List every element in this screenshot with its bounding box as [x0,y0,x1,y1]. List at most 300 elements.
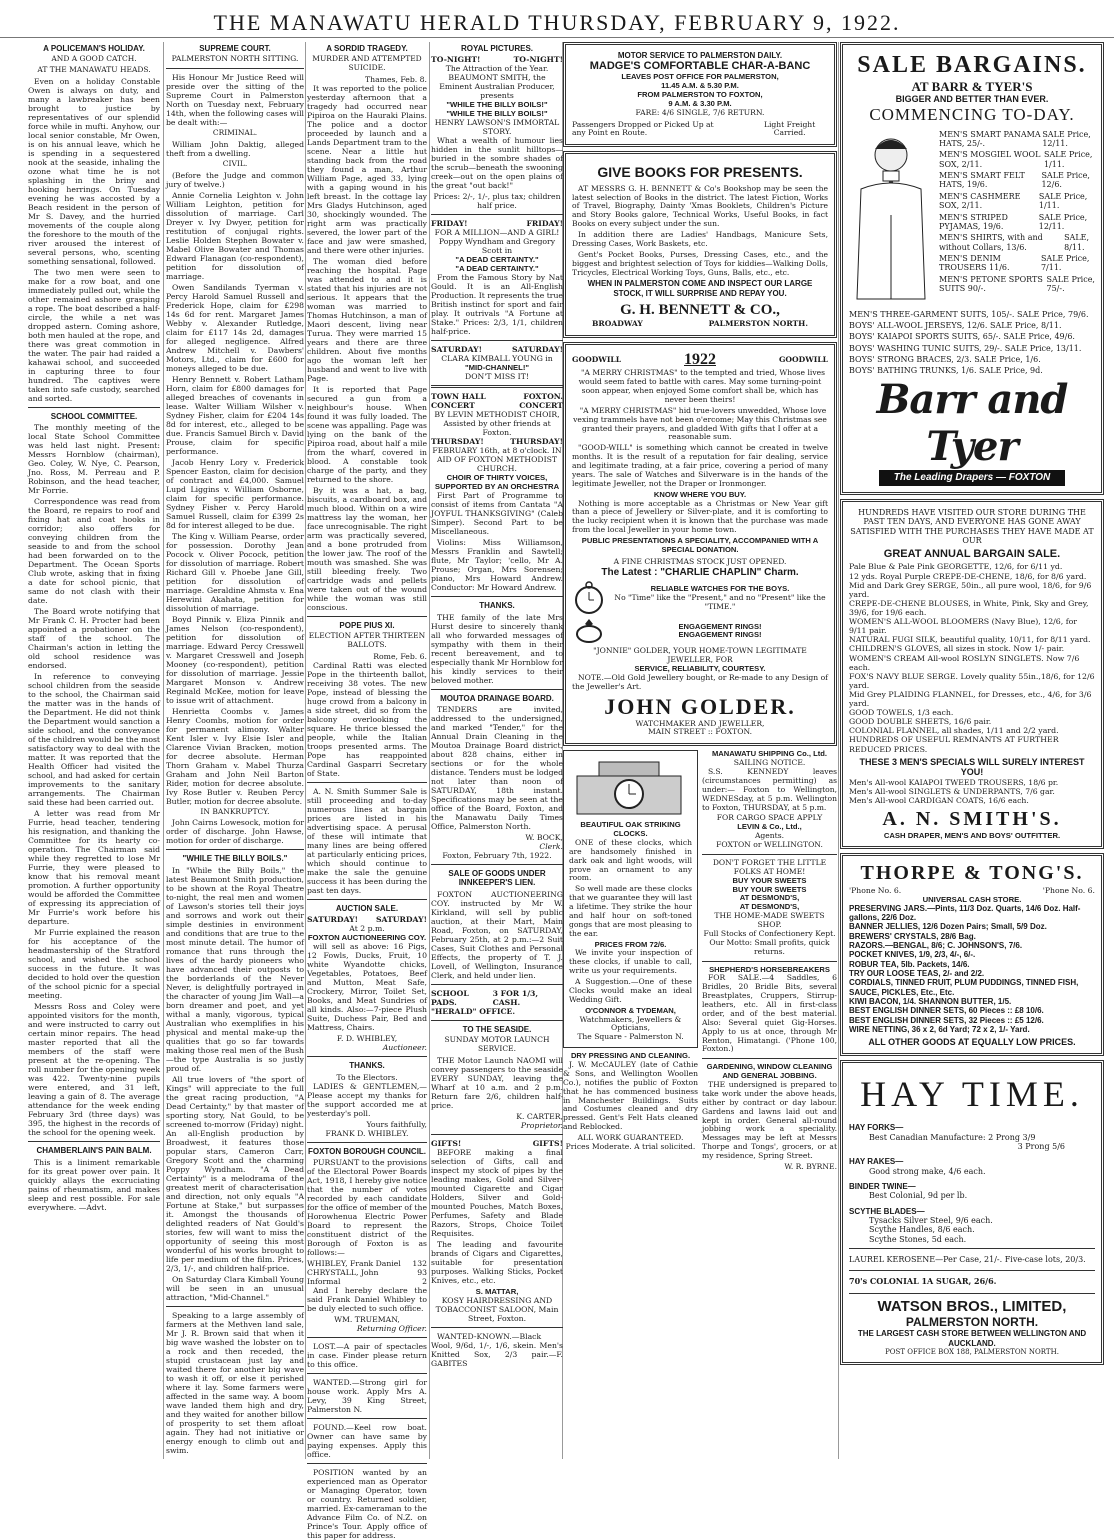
film-title: "WHILE THE BILLY BOILS!" [446,109,548,119]
ad-text: GIFTS! [431,1138,462,1148]
poem: "A MERRY CHRISTMAS" hid true-lovers unwedded, Whose love vexing trammels have not been o'ercome; May this Christmas see granted their prayers, and gladded With gifts that I offer at a reasonable sum. [573,405,827,442]
dateline: Rome, Feb. 6. [373,651,427,661]
barr-tyer-logo: Barr and Tyer [876,375,1068,470]
ad-text: FROM PALMERSTON TO FOXTON, [637,89,763,99]
ad-text: Scythe Stones, 5d each. [869,1234,967,1244]
ad-headline: SALE OF GOODS UNDER INNKEEPER'S LIEN. [448,869,546,888]
paragraph: First Part of Programme to consist of items from Cantata "A JOYFUL THANKSGIVING" (Caleb Simper). Second Part to be Miscellaneous. [431,491,563,537]
ad-text: 11.45 A.M. & 5.30 P.M. [661,81,739,91]
film-title: "WHILE THE BILLY BOILS!" [446,100,548,110]
ad-text: CLARA KIMBALL YOUNG in [441,354,553,364]
ad-headline: AT DESMOND'S, [739,902,800,912]
sale-item: MEN'S STRIPED PYJAMAS, 19/6. SALE Price, 12/11. [939,212,1088,231]
paragraph: The monthly meeting of the local State School Committee was held last night. Present: Messrs Hornblow (chairman), Geo. Coley, W. Nye, C. Pearson, Jno. Ross, M. Perreau and P. Robinson, and the head teacher, Mr Forrie. [28,423,160,496]
ad-text: Light Freight Carried. [763,119,816,138]
article-headline: A POLICEMAN'S HOLIDAY. [43,44,145,53]
watson-bros-ad [840,1060,1104,1365]
candidate: WHIBLEY, Frank Daniel [307,1258,401,1268]
sale-item: BOYS' BATHING TRUNKS, 1/6. SALE Price, 9d. [849,366,1043,376]
sale-line: GOOD TOWELS, 1/3 each. [849,708,954,718]
ad-row [431,392,563,401]
man-in-shirt-illustration [849,129,933,309]
ad-text: No "Time" like the "Present," and no "Present" like the "TIME." [614,592,826,611]
column-6 [840,42,1104,1459]
ad-row [431,345,563,354]
paragraph: Messrs Ross and Coley were appointed visitors for the month, and were instructed to carry out certain minor repairs. The head master reported that all the members of the staff were present at the re-opening. The roll number for the opening week was 422. Twenty-nine pupils were entered, and 31 left, leaving a gain of 8. The average attendance for the week ending February 3rd (three days) was 395, the highest in the records of the school for the opening week. [28,1002,160,1138]
film-title: "MID-CHANNEL!" [464,363,530,373]
dateline: Thames, Feb. 8. [365,74,427,84]
ad-text: Prices: 2/-, 1/-, plus tax; children half price. [433,192,561,211]
grocery-line: WIRE NETTING, 36 x 2, 6d Yard; 72 x 2, 1/- Yard. [849,1025,1030,1035]
ad-subhead: SCYTHE BLADES— [849,1206,925,1216]
ad-text: Best Canadian Manufacture: 2 Prong 3/9 [869,1132,1036,1142]
ad-row [431,437,563,446]
ad-headline: AT BARR & TYER'S [911,79,1033,95]
sale-item: MEN'S DENIM TROUSERS 11/6. SALE Price, 7/11. [939,253,1090,273]
ad-headline: SUPPORTED BY AN ORCHESTRA [434,482,560,492]
ad-text: 3 Prong 5/6 [1017,1141,1065,1151]
ad-text: RELIABLE WATCHES FOR THE BOYS. [650,584,790,594]
ad-text: LEVIN & Co., Ltd., [737,822,802,832]
sale-line: Men's All-wool CARDIGAN COATS, 16/6 each. [849,795,1029,805]
article-headline: "WHILE THE BILLY BOILS." [182,854,288,864]
paragraph: TENDERS are invited, addressed to the undersigned, and marked "Tender," for the Annual Drain Cleaning in the Moutoa Drainage Board district, about 828 chains, either in sections or for the whole distance. Tenders must be lodged not later than noon of SATURDAY, 18th instant. Specifications may be seen at the office of the Board, Foxton, and the Manawatu Daily Times Office, Palmerston North. [431,705,563,832]
paragraph: Owen Sandilands Tyerman v. Percy Harold Samuel Russell and Frederick Hope, claim for £298 14s 6d for rent. Margaret James Webby v. Alexander Rutledge, claim for £117 14s 2d, damages for alleged negligence. Alfred Andrew Mitchell v. Dawbers' Motors, Ltd., claim for £600 for moneys alleged to be due. [166,282,304,373]
sale-list [849,562,1095,753]
ad-text: THURSDAY! [431,437,484,447]
ad-text: FRIDAY! [431,219,468,229]
right-subcolumn [702,750,837,1172]
ad-text: ENGAGEMENT RINGS! [678,621,762,631]
column-4 [431,42,563,1459]
ad-text: FARE: 4/6 SINGLE, 7/6 RETURN. [635,107,765,117]
grocery-line: BANNER JELLIES, 12/6 Dozen Pairs; Small, 5/9 Doz. [849,922,1047,932]
ad-text: DON'T MISS IT! [465,372,529,382]
ad-headline: CHOIR OF THIRTY VOICES, [446,473,548,483]
column-1 [28,42,160,1459]
ad-headline: PALMERSTON NORTH. [905,1315,1039,1330]
paragraph: AT MESSRS G. H. BENNETT & Co's Bookshop may be seen the latest selection of Books in the district. The latest Fiction, Works of Travel, Biography, Dainty 'Xmas Booklets, Children's Picture and Story Books galore, Technical Works, Useful Books, in fact Books on every subject under the sun. [572,183,828,229]
paragraph: J. W. McCAULEY (late of Cathie & Sons, and Wellington Woollen Co.), notifies the public of Foxton that he has commenced business in Manchester Buildings. Suits and Costumes cleaned and dry pressed. Gent's Felt Hats cleaned and Reblocked. [563,1060,698,1132]
ad-headline: The Latest : "CHARLIE CHAPLIN" Charm. [601,566,799,578]
article-subhead: ELECTION AFTER THIRTEEN BALLOTS. [308,631,426,650]
paragraph: Henry Bennett v. Robert Latham Horn, claim for £800 damages for alleged breaches of covenants in lease. Walter William Wilsher v. Sydney Fisher, claim for £204 14s 8d for interest, etc., alleged to be due. Francis Samuel Birch v. David Prouse, claim for specific performance. [166,374,304,456]
ad-text: CONCERT [519,401,563,411]
section-label: CIVIL. [222,158,248,168]
grocery-line: BEST ENGLISH DINNER SETS, 60 Pieces :: £8 10/6. [849,1006,1044,1016]
paragraph: What a wealth of humour lies hidden in the sunlit hilltops—buried in the sombre shades of the scrub—beneath the swooning creek—out on the open plains of the great "out back!" [431,136,563,191]
ring-icon [572,618,606,644]
sale-line: CREPE-DE-CHENE BLOUSES, in White, Pink, Sky and Grey, 39/6, for 19/6 each. [849,598,1089,617]
paragraph: THE Motor Launch NAOMI will convey passengers to the seaside EVERY SUNDAY, leaving the Wharf at 10 a.m. and 2 p.m. Return fare 2/6, children half-price. [431,1055,563,1110]
paragraph: FOXTON AUCTIONEERING COY. instructed by Mr W. Kirkland, will sell by public auction, at their Mart, Main Road, Foxton, on SATURDAY, February 25th, at 2 p.m.:—2 Suit Cases, Suit Clothes and Personal Effects, the property of T. J. Lovell, of Wellington, Insurance Clerk, and held under lien. [431,889,563,980]
ad-text: 'Phone No. 6. [849,885,902,895]
sale-line: WOMEN'S ALL-WOOL BLOOMERS (Navy Blue), 12/6, for 9/11 pair. [849,617,1078,636]
paragraph: Boyd Pinnik v. Eliza Pinnik and James Nelson (co-respondent), petition for dissolution of marriage. Edward Percy Cresswell v. Margaret Cresswell and Joseph Mooney (co-respondent), petition for dissolution of marriage. Jessie Margaret Monson v. Andrew Reginald McKee, motion for leave to issue writ of attachment. [166,614,304,705]
ad-text: BROADWAY [592,318,643,328]
paragraph: The King v. William Pearse, order for possession. Dorothy Jean Pocock v. Oliver Pocock, petition for dissolution of marriage. Robert Richard Gill v. Phoebe Jane Gill, petition for dissolution of marriage. Geraldine Ahmsta v. Ena Herewini Akahata, petition for dissolution of marriage. [166,531,304,613]
ad-text: SATURDAY! [375,915,427,925]
signature: Yours faithfully, [366,1119,427,1129]
ad-headline: JOHN GOLDER. [604,693,796,719]
ad-text: 'Phone No. 6. [1042,885,1095,895]
paragraph: This is a liniment remarkable for its great power over pain. It quickly allays the excruciating pains of rheumatism, and makes sleep and rest possible. For sale everywhere. —Advt. [28,1157,160,1212]
ad-text: GIFTS! [532,1138,563,1148]
ad-text: SATURDAY! [307,915,359,925]
column-3 [307,42,427,1540]
ad-text: A FINE CHRISTMAS STOCK JUST OPENED. [613,556,787,566]
ad-text: FEBRUARY 16th, at 8 o'clock. IN AID OF FOXTON METHODIST CHURCH. [432,446,562,474]
paragraph: It is reported that Page secured a gun from a neighbour's house. When found it was fully loaded. The scene was appalling. Page was lying on the bank of the Pipiroa road, about half a mile from the wharf, covered in blood. A constable took charge of the party, and they returned to the shore. [307,384,427,484]
candidate: CHRYSTALL, John [307,1267,379,1277]
clocks-ad [563,750,698,1048]
section-label: IN BANKRUPTCY. [200,806,270,816]
signature: W. R. BYRNE. [784,1161,837,1171]
candidate: Informal [307,1276,341,1286]
grocery-line: BEST ENGLISH DINNER SETS, 32 Pieces :: £5 12/6. [849,1015,1044,1025]
ad-text: PRICES FROM 72/6. [594,939,667,949]
column-rule [305,42,306,1459]
paragraph: Correspondence was read from the Board, re repairs to roof and fixing hat and coat hooks in corridor; also offers for conveying children from the seaside to and from the school had been forwarded on to the Department. The Ocean Sports Club wrote, asking that in fixing a date for school picnic, that same do not clash with their date. [28,497,160,606]
ad-headline: FOXTON AUCTIONEERING COY. [307,933,427,943]
grocery-line: RAZORS.—BENGAL, 8/6; C. JOHNSON'S, 7/6. [849,940,1023,950]
vote-count: 93 [417,1267,427,1277]
ad-headline: O'CONNOR & TYDEMAN, [585,1005,676,1015]
ad-headline: BUY YOUR SWEETS [732,875,807,885]
paragraph: From the Famous Story by Nat Gould. It is an All-English Production. It represents the true British instinct for sport and fair play. It outrivals "A Fortune at Stake." Prices: 2/3, 1/1, children half-price. [431,273,563,337]
sale-line: FOX'S NAVY BLUE SERGE. Lovely quality 55in.,18/6, for 12/6 yard. [849,671,1095,690]
sale-line: HUNDREDS OF USEFUL REMNANTS AT FURTHER REDUCED PRICES. [849,735,1059,754]
ad-subhead: SUNDAY MOTOR LAUNCH SERVICE. [444,1035,550,1053]
article-subhead: MURDER AND ATTEMPTED SUICIDE. [312,54,422,73]
paragraph: THE undersigned is prepared to take work under the above heads, either by contract or day labour. Gardens and lawns laid out and kept in order. General all-round jobbing work a speciality. Messages may be left at Messrs Thorpe and Tongs', grocers, or at my residence, Spring Street. [702,1080,837,1160]
article-headline: CHAMBERLAIN'S PAIN BALM. [36,1146,152,1156]
clock-icon [569,756,689,818]
paragraph: The Board wrote notifying that Mr Frank C. H. Procter had been appointed a probationer on the staff of the school. The Chairman's action in letting the old school residence was endorsed. [28,607,160,671]
sale-line: NATURAL FUGI SILK, beautiful quality, 10/11, for 8/11 yard. [849,635,1091,645]
paragraph: Speaking to a large assembly of farmers at the Methven land sale, Mr J. R. Brown said that when it big wave washed the lobster on to a rock and then receded, the stupid crustacean just lay and waited there for another big wave to wash it off, or else it perished where it lay. Some farmers were affected in the same way. A boom wave landed them high and dry, and they waited for another billow of prosperity to set them afloat again. They had not initiative or energy enough to climb out and swim. [166,1310,304,1455]
ad-headline: MOUTOA DRAINAGE BOARD. [440,693,554,703]
paragraph: A Suggestion.—One of these Clocks would make an ideal Wedding Gift. [569,977,692,1004]
sale-item: MEN'S THREE-GARMENT SUITS, 105/-. SALE Price, 79/6. [849,309,1089,319]
ad-text: Good strong make, 4/6 each. [869,1166,986,1176]
ad-headline: COMMENCING TO-DAY. [869,104,1075,124]
classified: LOST.—A pair of spectacles in case. Finder please return to this office. [307,1341,427,1369]
ad-headline: DRY PRESSING AND CLEANING. [570,1051,691,1061]
ad-text: "JONNIE" GOLDER, YOUR HOME-TOWN LEGITIMATE JEWELLER, FOR [593,646,807,665]
ad-subhead: HAY FORKS— [849,1123,904,1133]
paragraph: His Honour Mr Justice Reed will preside over the sitting of the Supreme Court in Palmerston North on Tuesday next, February 14th, when the following cases will be dealt with:— [166,73,304,128]
paragraph: Cardinal Ratti was elected Pope in the thirteenth ballot, receiving 38 votes. The new Pope, instead of blessing the huge crowd from a balcony in a side street, did so from the balcony overlooking the square. He thrice blessed the people, while the Italian troops presented arms. The Pope has reappointed Cardinal Gasparri Secretary of State. [307,660,427,778]
ad-text: FOXTON. [523,392,563,402]
sale-line: Men's All-wool KAIAPOI TWEED TROUSERS, 18/6 pr. [849,777,1059,787]
signature: W. BOCK, [525,833,563,843]
ad-text: SAILING NOTICE. [733,758,806,768]
ad-headline: G. H. BENNETT & CO., [620,302,780,319]
column-rule [163,42,164,1459]
paragraph: NOTE.—Old Gold Jewellery bought, or Re-made to any Design of the Jeweller's Art. [572,673,828,691]
ad-text: Tysacks Silver Steel, 9/6 each. [869,1216,993,1226]
paragraph: ONE of these clocks, which are handsomely finished in dark oak and light woods, will prove an ornament to any room. [569,837,692,883]
sale-item: MEN'S CASHMERE SOX, 2/11. SALE Price, 1/11. [939,191,1088,211]
paragraph: Annie Cornelia Leighton v. John William Leighton, petition for dissolution of marriage. Carl Dreyer v. Ivy Dwyer, petition for restitution of conjugal rights. Leslie Holden Stephen Bowater v. Mabel Olive Bowater and Thomas Edward Flanagan (co-respondent), petition for dissolution of marriage. [166,190,304,281]
sale-item: BOYS' ALL-WOOL JERSEYS, 12/6. SALE Price, 8/11. [849,321,1062,331]
paragraph: All true lovers of "the sport of Kings" will appreciate to the full the great racing production, "A Dead Certainty," by that master of sporting story, Nat Gould, to be screened to-morrow (Friday) night. An all-English production by Broadwest, it features those popular stars, Cameron Carr, Gregory Scott and the charming Poppy Wyndham. "A Dead Certainty" is a melodrama of the greatest merit of characterisation and direction, not only equals "A Fortune at Stake," but surpasses it. Amongst the thousands of delighted readers of Nat Gould's stories, few will want to miss the opportunity of seeing this most wonderful of his works brought to life per medium of the film. Prices, 2/3, 1/-, and children half-price. [166,1074,304,1273]
ad-text: FRIDAY! [526,219,563,229]
ad-text: KNOW WHERE YOU BUY. [653,489,747,499]
ad-headline: SALE BARGAINS. [857,52,1087,78]
ad-headline: TO THE SEASIDE. [462,1024,532,1034]
ad-text: HENRY LAWSON'S IMMORTAL STORY. [434,118,560,137]
ad-headline: ROYAL PICTURES. [460,44,533,53]
section-label: CRIMINAL. [212,128,258,138]
grocery-line: POCKET KNIVES, 1/9, 2/3, 4/-, 6/-. [849,950,976,960]
paragraph: Jacob Henry Lory v. Frederick Spencer Easton, claim for decision of contract and £4,000. Samuel Lupd Liggins v. William Osborne, claim for specific performance. Sydney Fisher v. Percy Harold Samuel Russell, claim for £399 2s 8d for interest alleged to be due. [166,457,304,530]
paragraph: On Saturday Clara Kimball Young will be seen in an unusual attraction, "Mid-Channel." [166,1274,304,1302]
ad-text: CONCERT [431,401,475,411]
sale-line: WOMEN'S CREAM All-wool ROSLYN SINGLETS. Now 7/6 each. [849,653,1080,672]
ad-text: ENGAGEMENT RINGS! [678,630,762,640]
ad-text: BY LEVIN METHODIST CHOIR, Assisted by other friends at Foxton. [434,410,560,438]
vote-count: 2 [422,1276,427,1286]
ad-text: MAIN STREET :: FOXTON. [647,727,753,737]
ad-text: POST OFFICE BOX 188, PALMERSTON NORTH. [885,1348,1059,1357]
ad-headline: A. N. SMITH'S. [882,807,1062,830]
ad-headline: ALL OTHER GOODS AT EQUALLY LOW PRICES. [868,1036,1076,1047]
signature: F. D. WHIBLEY, [336,1034,398,1044]
ad-row [307,915,427,924]
ad-text: LEAVES POST OFFICE FOR PALMERSTON, [621,72,779,82]
ad-text: Our Motto: Small profits, quick returns. [709,937,830,956]
paragraph: William John Daktig, alleged theft from a dwelling. [166,139,304,158]
ad-headline: GIVE BOOKS FOR PRESENTS. [597,164,803,181]
paragraph: We invite your inspection of these clocks, if unable to call, write us your requirements. [569,948,692,976]
ad-text: SCHOOL PADS. [431,988,469,1007]
paragraph: Nothing is more acceptable as a Christmas or New Year gift than a piece of Jewellery or Silver-plate, and it is comforting to the lucky recipient when it is known that the purchase was made from the local Jeweller in your home town. [572,498,828,535]
signature-title: Auctioneer. [382,1043,427,1053]
vote-row [307,1277,427,1286]
masthead: THE MANAWATU HERALD THURSDAY, FEBRUARY 9, 1922. [0,0,1114,38]
ad-text: Best Colonial, 9d per lb. [869,1191,968,1201]
paragraph: And I hereby declare the said Frank Daniel Whibley to be duly elected to such office. [307,1285,427,1313]
grocery-line: TRY OUR LOOSE TEAS, 2/- and 2/2. [849,969,985,979]
ad-text: Agents. [754,831,785,841]
classified: WANTED.—Strong girl for house work. Apply Mrs A. Levy, 39 King Street, Palmerston N. [307,1377,427,1414]
ad-text: Prices Moderate. A trial solicited. [565,1141,696,1151]
ad-text: Scythe Handles, 8/6 each. [869,1225,975,1235]
paragraph: In "While the Billy Boils," the latest Beaumont Smith production, to be shown at the Royal Theatre to-night, the real men and women of Lawson's stories tell their joys and sorrows and work out their simple destinies in environment and conditions that are true to the most minute detail. The humor of romance that runs through the lives of the hardy pioneers who have advanced their outposts to the borderlands of the Never Never, is delightfully portrayed in the character of young Jim Wall—a born dreamer and poet, and yet withal a manly, vigorous, typical Australian who exemplifies in his physical and mental make-up the qualities that go so far towards making those real men of the Bush—the type Australia is so justly proud of. [166,865,304,1073]
books-ad [563,151,837,337]
paragraph: (Before the Judge and common jury of twelve.) [166,170,304,189]
sale-line: Pale Blue & Pale Pink GEORGETTE, 12/6, for 6/11 yd. [849,562,1063,572]
paragraph: The leading and favourite brands of Cigars and Cigarettes, suitable for presentation purposes. Walking Sticks, Pocket Knives, etc., etc. [431,1239,563,1285]
paragraph: Gent's Pocket Books, Purses, Dressing Cases, etc., and the biggest and brightest selection of Toys for kiddies—Walking Dolls, Tricycles, Electrical Working Toys, Guns, Balls, etc., etc. [572,249,828,277]
sale-item: MEN'S SMART PANAMA HATS, 25/-. SALE Price, 12/11. [939,129,1091,149]
ans-smith-ad [840,499,1104,849]
ad-subhead: BINDER TWINE— [849,1181,916,1191]
ad-text: At 2 p.m. [349,924,385,934]
ad-text: GOODWILL [572,354,622,364]
vote-count: 132 [412,1258,427,1268]
ad-headline: MADGE'S COMFORTABLE CHAR-A-BANC [589,60,811,73]
ad-headline: FOXTON BOROUGH COUNCIL. [307,1146,427,1156]
ad-text: SATURDAY! [511,345,563,355]
ad-headline: S. MATTAR, [475,1286,519,1296]
ad-headline: UNIVERSAL CASH STORE. [922,894,1022,904]
left-subcolumn [563,750,698,1172]
ad-row [431,401,563,410]
grocery-line: BREWERS' CRYSTALS, 28/6 Bag. [849,931,976,941]
barr-tyer-tagline: The Leading Drapers — FOXTON [879,470,1065,486]
ad-headline: BEAUTIFUL OAK STRIKING CLOCKS. [580,820,681,838]
ad-text: ALL WORK GUARANTEED. [577,1133,684,1142]
ad-headline: GARDENING, WINDOW CLEANING AND GENERAL JOBBING. [706,1062,833,1081]
ad-text: 70's COLONIAL 1A SUGAR, 26/6. [849,1276,997,1287]
barr-tyer-ad [840,42,1104,495]
ad-headline: THANKS. [349,1061,385,1071]
ad-text: 9 A.M. & 3.30 P.M. [668,98,732,108]
ad-text: FOR A MILLION—AND A GIRL! Poppy Wyndham and Gregory Scott in [434,228,560,256]
ad-text: THE HOME-MADE SWEETS SHOP. [714,911,825,929]
ad-text: WHEN IN PALMERSTON COME AND INSPECT OUR LARGE STOCK, IT WILL SURPRISE AND REPAY YOU. [587,279,813,298]
signature: WM. TRUEMAN, [334,1314,400,1324]
paragraph: Even on a holiday Constable Owen is always on duty, and many a lawbreaker has been brought to justice by representatives of our splendid force while in mufti. Anyhow, our local senior constable, Mr Owen, is on his annual leave, which he is spending in a sequestered nook at the seaside, inhaling the ozone what time he is not splashing in the briny and hooking herrings. On Tuesday evening he was accosted by a Beach resident in the person of Mr S. Davey, and the hurried movements of the couple along the foreshore to the mouth of the river aroused the interest of several persons, who, scenting something sensational, followed. [28,76,160,266]
paragraph: By it was a hat, a bag, biscuits, a cardboard box, and much blood. Within on a wire mattress lay the woman, her face unrecognisable. The right arm was practically severed, and a bone protruded from the lower jaw. The roof of the mouth was smashed. She was still bleeding freely. Two cartridge wads and pellets were taken out of the wound while the woman was still conscious. [307,485,427,612]
ad-headline: 1922 [684,350,716,368]
ad-row [431,55,563,64]
sale-line: Mid and Dark Grey SERGE, 50in., all pure wool, 18/6, for 9/6 yard. [849,580,1092,599]
ad-text: "HERALD" OFFICE. [431,1006,516,1016]
ad-text: 3 FOR 1/3, CASH. [492,988,539,1007]
grocery-line: KIWI BACON, 1/4. SHANNON BUTTER, 1/5. [849,997,1012,1007]
sale-line: Mid Grey PLAIDING FLANNEL, for Dresses, etc., 4/6, for 3/6 yard. [849,689,1092,709]
sale-line: CHILDREN'S GLOVES, all sizes in stock. Now 1/- pair. [849,644,1065,654]
signature-title: Proprietor. [520,1120,563,1130]
ad-text: The Attraction of the Year. BEAUMONT SMITH, the Eminent Australian Producer, presents [439,64,555,101]
paragraph: LADIES & GENTLEMEN,— Please accept my thanks for the support accorded me at yesterday's poll. [307,1081,427,1118]
paragraph: In addition there are Ladies' Handbags, Manicure Sets, Dressing Cases, Work Baskets, etc. [572,230,828,248]
ad-headline: MOTOR SERVICE TO PALMERSTON DAILY. [617,51,783,60]
sale-item: BOYS' WASHING TUNIC SUITS, 29/-. SALE Price, 13/11. [849,343,1082,353]
golder-ad [563,342,837,747]
ad-row [431,1139,563,1148]
ad-text: PUBLIC PRESENTATIONS A SPECIALITY, ACCOMPANIED WITH A SPECIAL DONATION. [581,536,819,554]
article-subhead: AT THE MANAWATU HEADS. [37,65,151,75]
ad-text: FOXTON or WELLINGTON. [716,840,823,849]
article-headline: SCHOOL COMMITTEE. [50,411,138,421]
signature: FRANK D. WHIBLEY. [325,1128,409,1138]
sale-item: MEN'S SMART FELT HATS, 19/6. SALE Price, 12/6. [939,171,1090,190]
paragraph: A. N. Smith Summer Sale is still proceeding and to-day numerous lines at bargain prices are listed in his advertising space. A perusal of these will intimate that many lines are being offered at particularly enticing prices, which should continue to make the sale the genuine success it has been during the past ten days. [307,786,427,895]
ad-text: THE LARGEST CASH STORE BETWEEN WELLINGTON AND AUCKLAND. [857,1329,1087,1348]
grocery-line: CORDIALS, TINNED FRUIT, PLUM PUDDINGS, TINNED FISH, SAUCE, PICKLES, Etc., Etc. [849,978,1079,997]
ad-row [431,989,563,1007]
ad-text: WATCHMAKER AND JEWELLER, [635,718,765,728]
column-2 [166,42,304,1459]
paragraph: So well made are these clocks that we guarantee they will last a lifetime. They strike the hour and half hour on soft-toned gongs that are most pleasing to the ear. [569,884,692,938]
ad-text: BIGGER AND BETTER THAN EVER. [895,94,1049,105]
ad-text: PALMERSTON NORTH. [708,318,808,328]
sale-line: Men's All-wool SINGLETS & UNDERPANTS, 7/6 gar. [849,786,1055,796]
sale-item: MEN'S PETONE SPORTS SUITS 90/-. SALE Price, 75/-. [939,274,1095,294]
paragraph: BEFORE making a final selection of Gifts, call and inspect my stock of pipes by the leading makes, Gold and Silver-mounted Cigarette and Cigar Holders, Silver and Gold-mounted Pouches, Match Boxes, Perfumes, Safety and Blade Razors, Strops, Choice Toilet Requisites. [431,1147,563,1238]
ad-headline: THANKS. [479,601,515,611]
article-headline: A SORDID TRAGEDY. [326,44,408,53]
ad-headline: WATSON BROS., LIMITED, [877,1297,1067,1315]
classified: POSITION wanted by an experienced man as Operator or Managing Operator, town or country. Returned soldier, married. Ex-cameraman to the Advance Film Co. of N.Z. on Prince's Tour. Apply office of this paper for address. [307,1467,427,1540]
ad-headline: MANAWATU SHIPPING Co., Ltd. [711,749,828,759]
ad-text: DON'T FORGET THE LITTLE FOLKS AT HOME! [712,857,827,876]
ad-text: The Square - Palmerston N. [577,1032,684,1042]
ad-text: SATURDAY! [431,345,483,355]
dateline: Foxton, February 7th, 1922. [442,851,552,861]
sale-item: MEN'S SHIRTS, with and without Collars, 13/6. SALE, 8/11. [939,233,1090,252]
ad-text: Full Stocks of Confectionery Kept. [703,928,836,938]
ad-text: Watchmakers, Jewellers & Opticians, [579,1014,682,1033]
paragraph: S.S. KENNEDY leaves (circumstances permitting) as under:— Foxton to Wellington, WEDNESday, at 5 p.m. Wellington to Foxton, THURSDAY, at 5 p.m. [702,767,837,812]
ad-headline: THESE 3 MEN'S SPECIALS WILL SURELY INTEREST YOU! [859,756,1085,778]
column-5 [563,42,837,1459]
signature-title: Clerk. [539,842,563,852]
poem: "A MERRY CHRISTMAS" to the tempted and tried, Whose lives would seem fated to battle with cares. May some turning-point soon appear, when enjoyed Some comfort shall be, which has never been theirs! [578,368,826,404]
ad-text: THURSDAY! [510,437,563,447]
paragraph: Violins: Miss Williamson, Messrs Franklin and Sawtell; flute, Mr Taylor; 'cello, Mr A. Prouse; Organ, Mrs Sorensen; piano, Mrs Howard Andrew. Conductor: Mr Howard Andrew. [431,538,563,593]
grocery-list [849,904,1095,1035]
paragraph: The woman died before reaching the hospital. Page was attended to and it is stated that his injuries are not serious. It appears that the woman was married to Thomas Hutchinson, a man of Maori descent, living near Turua. They were married 15 years and there are three children. About five months ago the woman left her husband and went to live with Page. [307,256,427,383]
sale-line: COLONIAL FLANNEL, all shades, 1/11 and 2/2 yard. [849,726,1059,736]
paragraph: PURSUANT to the provisions of the Electoral Power Boards Act, 1918, I hereby give notice that the number of votes recorded by each candidate for the office of member of the Horowhenua Electric Power Board to represent the constituent district of the Borough of Foxton is as follows:— [307,1157,427,1257]
grocery-line: ROBUR TEA, 5lb. Packets, 14/6. [849,959,970,969]
classified: FOUND.—Keel row boat. Owner can have same by paying expenses. Apply this office. [307,1422,427,1459]
sale-item: MEN'S MOSGIEL WOOL SOX, 2/11. SALE Price, 1/11. [939,150,1093,169]
ad-row [431,219,563,228]
grocery-line: PRESERVING JARS.—Pints, 11/3 Doz. Quarts, 14/6 Doz. Half-gallons, 22/6 Doz. [849,903,1081,922]
ad-text: HUNDREDS HAVE VISITED OUR STORE DURING THE PAST TEN DAYS, AND EVERYONE HAS GONE AWAY SATISFIED WITH THE PURCHASES THEY HAVE MADE AT OUR [850,508,1094,546]
ad-text: SERVICE, RELIABILITY, COURTESY. [634,664,766,674]
film-title: "A DEAD CERTAINTY." [455,264,539,274]
ad-headline: AUCTION SALE. [335,903,399,913]
paragraph: The two men were seen to make for a row boat, and one immediately pulled out, while the other remained ashore grasping a rope. The boat described a half-circle, the while a net was dropped astern. Coming ashore, both men hauled at the rope, and there was great commotion in the water. The pair had raided a kahawai school, and succeeded in capturing three to four hundred. The captives were taken into safe custody, searched and sorted. [28,267,160,403]
article-subhead: AND A GOOD CATCH. [51,54,137,64]
ad-text: CASH DRAPER, MEN'S AND BOYS' OUTFITTER. [883,831,1061,841]
ad-headline: HAY TIME. [860,1074,1084,1115]
paragraph: A letter was read from Mr Furrie, head teacher, tendering his resignation, and thanking the Committee for its hearty co-operation. The Chairman said while they regretted to lose Mr Furrie, they were pleased to know that his removal meant promotion. A further opportunity would be afforded the Committee of expressing its appreciation of Mr Furrie's work before his departure. [28,809,160,927]
motor-service-ad [563,42,837,147]
film-title: "A DEAD CERTAINTY." [455,255,539,265]
ad-text: TOWN HALL [431,392,486,402]
ad-row [431,1007,563,1016]
vote-row [307,1259,427,1268]
ad-text: LAUREL KEROSENE—Per Case, 21/-. Five-case lots, 20/3. [849,1255,1086,1265]
sale-item: BOYS' STRONG BRACES, 2/3. SALE Price, 1/6. [849,355,1041,365]
signature: K. CARTER, [516,1111,563,1121]
paragraph: In reference to conveying school children from the seaside to the school, the Chairman said the matter was in the hands of the Department. He did not think the Department would sanction a side school, and the conveyance of the children would be the most satisfactory way to deal with the matter. It was reported that the Health Officer had visited the school, and had asked for certain improvements to the sanitary arrangements. The Chairman said these had been carried out. [28,672,160,808]
ad-headline: GREAT ANNUAL BARGAIN SALE. [883,547,1061,560]
paragraph: Mr Furrie explained the reason for his acceptance of the headmastership of the Stratford school, and wished the school success in the future. It was decided to hold over the question of the school picnic for a special meeting. [28,928,160,1001]
article-subhead: PALMERSTON NORTH SITTING. [171,54,299,64]
ad-text: GOODWILL [778,354,828,364]
paragraph: John Cairns Lowesock, motion for order of discharge. John Hawse, motion for order of discharge. [166,818,304,846]
vote-row [307,1268,427,1277]
paragraph: "GOOD-WILL" is something which cannot be created in twelve months. It is the result of a reputation for fair dealing, service and legitimate trading, at a fair price, covering a period of many years. The sale of Watches and Silverware is in the hands of the legitimate Jeweller, not the Draper or Ironmonger. [572,443,828,488]
ad-text: FOR CARGO SPACE APPLY [716,813,823,823]
classified: WANTED-KNOWN.—Black Wool, 9/6d, 1/-, 1/6, skein. Men's Knitted Sox, 2/3 pair.—F. GABITES [431,1331,563,1368]
sale-item: BOYS' KAIAPOI SPORTS SUITS, 65/-. SALE Price, 49/6. [849,332,1075,342]
ad-headline: AT DESMOND'S, [739,893,800,903]
ad-text: Passengers Dropped or Picked Up at any Point en Route. [572,119,714,138]
ad-subhead: HAY RAKES— [849,1157,904,1167]
paragraph: Henrietta Coombs v. James Henry Coombs, motion for order for permanent alimony. Walter Kent Isler v. Ivy Elsie Isler and Clarence Vivian Bracken, motion for decree absolute. Herman Thorn Graham v. Mabel Thurza Graham and John Neil Barton Rider, motion for decree absolute. Ivy Rose Butler v. Reuben Percy Butler, motion for decree absolute. [166,706,304,806]
